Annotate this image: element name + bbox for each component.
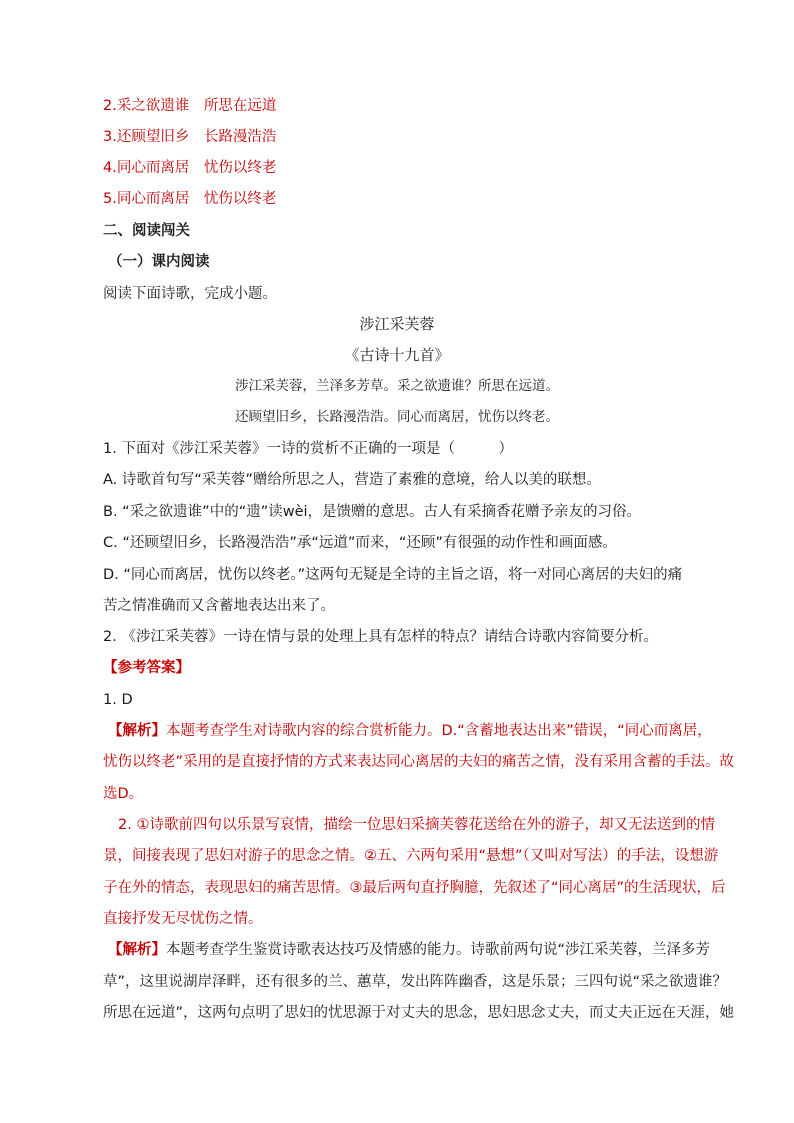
question-1-option-c: C. “还顾望旧乡，长路漫浩浩”承“远道”而来，“还顾”有很强的动作性和画面感。 [103, 535, 617, 551]
analysis-2-line-3: 所思在远道”，这两句点明了思妇的忧思源于对丈夫的思念，思妇思念丈夫，而丈夫正远在天涯，她 [103, 1005, 735, 1021]
analysis-1-tag: 【解析】 [108, 723, 166, 739]
analysis-2-line-2: 草”，这里说湖岸泽畔，还有很多的兰、蕙草，发出阵阵幽香，这是乐景；三四句说“采之欲遗谁？ [103, 974, 728, 990]
answer-2-line-3: 子在外的情态，表现思妇的痛苦思情。③最后两句直抒胸臆，先叙述了“同心离居”的生活现状，后 [103, 880, 726, 896]
answer-1: 1. D [103, 692, 133, 708]
question-1-option-b: B. “采之欲遗谁”中的“遗”读wèi，是馈赠的意思。古人有采摘香花赠予亲友的习俗。 [103, 504, 642, 520]
subsection-heading: （一）课内阅读 [108, 254, 210, 270]
poem-line-1: 涉江采芙蓉，兰泽多芳草。采之欲遗谁？所思在远道。 [235, 378, 559, 394]
instruction-text: 阅读下面诗歌，完成小题。 [103, 286, 277, 302]
analysis-2-line-1 [108, 940, 710, 960]
answer-line-3: 3.还顾望旧乡 长路漫浩浩 [103, 129, 277, 145]
poem-line-2: 还顾望旧乡，长路漫浩浩。同心而离居，忧伤以终老。 [235, 409, 559, 425]
answer-heading: 【参考答案】 [103, 660, 190, 676]
question-1-option-d-line-1: D. “同心而离居，忧伤以终老。”这两句无疑是全诗的主旨之语，将一对同心离居的夫妇的痛 [103, 567, 683, 583]
answer-2-line-2: 景，间接表现了思妇对游子的思念之情。②五、六两句采用“悬想”（又叫对写法）的手法，设想游 [103, 848, 719, 864]
answer-line-4: 4.同心而离居 忧伤以终老 [103, 160, 277, 176]
question-2-stem: 2. 《涉江采芙蓉》一诗在情与景的处理上具有怎样的特点？请结合诗歌内容简要分析。 [103, 629, 658, 645]
analysis-1-text: 本题考查学生对诗歌内容的综合赏析能力。D.“含蓄地表达出来”错误，“同心而离居， [166, 723, 712, 739]
answer-2-line-1: 2. ①诗歌前四句以乐景写哀情，描绘一位思妇采摘芙蓉花送给在外的游子，却又无法送到的情 [118, 817, 715, 833]
section-heading: 二、阅读闯关 [103, 223, 190, 239]
analysis-1-line-2: 忧伤以终老”采用的是直接抒情的方式来表达同心离居的夫妇的痛苦之情，没有采用含蓄的手法。故 [103, 754, 735, 770]
poem-title: 涉江采芙蓉 [359, 315, 435, 333]
question-1-option-d-line-2: 苦之情准确而又含蓄地表达出来了。 [103, 598, 335, 614]
answer-2-line-4: 直接抒发无尽忧伤之情。 [103, 911, 263, 927]
answer-line-2: 2.采之欲遗谁 所思在远道 [103, 98, 277, 114]
analysis-2-tag: 【解析】 [108, 942, 166, 958]
question-1-option-a: A. 诗歌首句写“采芙蓉”赠给所思之人，营造了素雅的意境，给人以美的联想。 [103, 472, 601, 488]
analysis-1-line-3: 选D。 [103, 786, 144, 802]
answer-line-5: 5.同心而离居 忧伤以终老 [103, 191, 277, 207]
analysis-2-text: 本题考查学生鉴赏诗歌表达技巧及情感的能力。诗歌前两句说“涉江采芙蓉，兰泽多芳 [166, 942, 711, 958]
question-1-stem: 1. 下面对《涉江采芙蓉》一诗的赏析不正确的一项是（ ） [103, 441, 513, 457]
poem-source: 《古诗十九首》 [344, 346, 450, 364]
analysis-1-line-1 [108, 721, 712, 741]
